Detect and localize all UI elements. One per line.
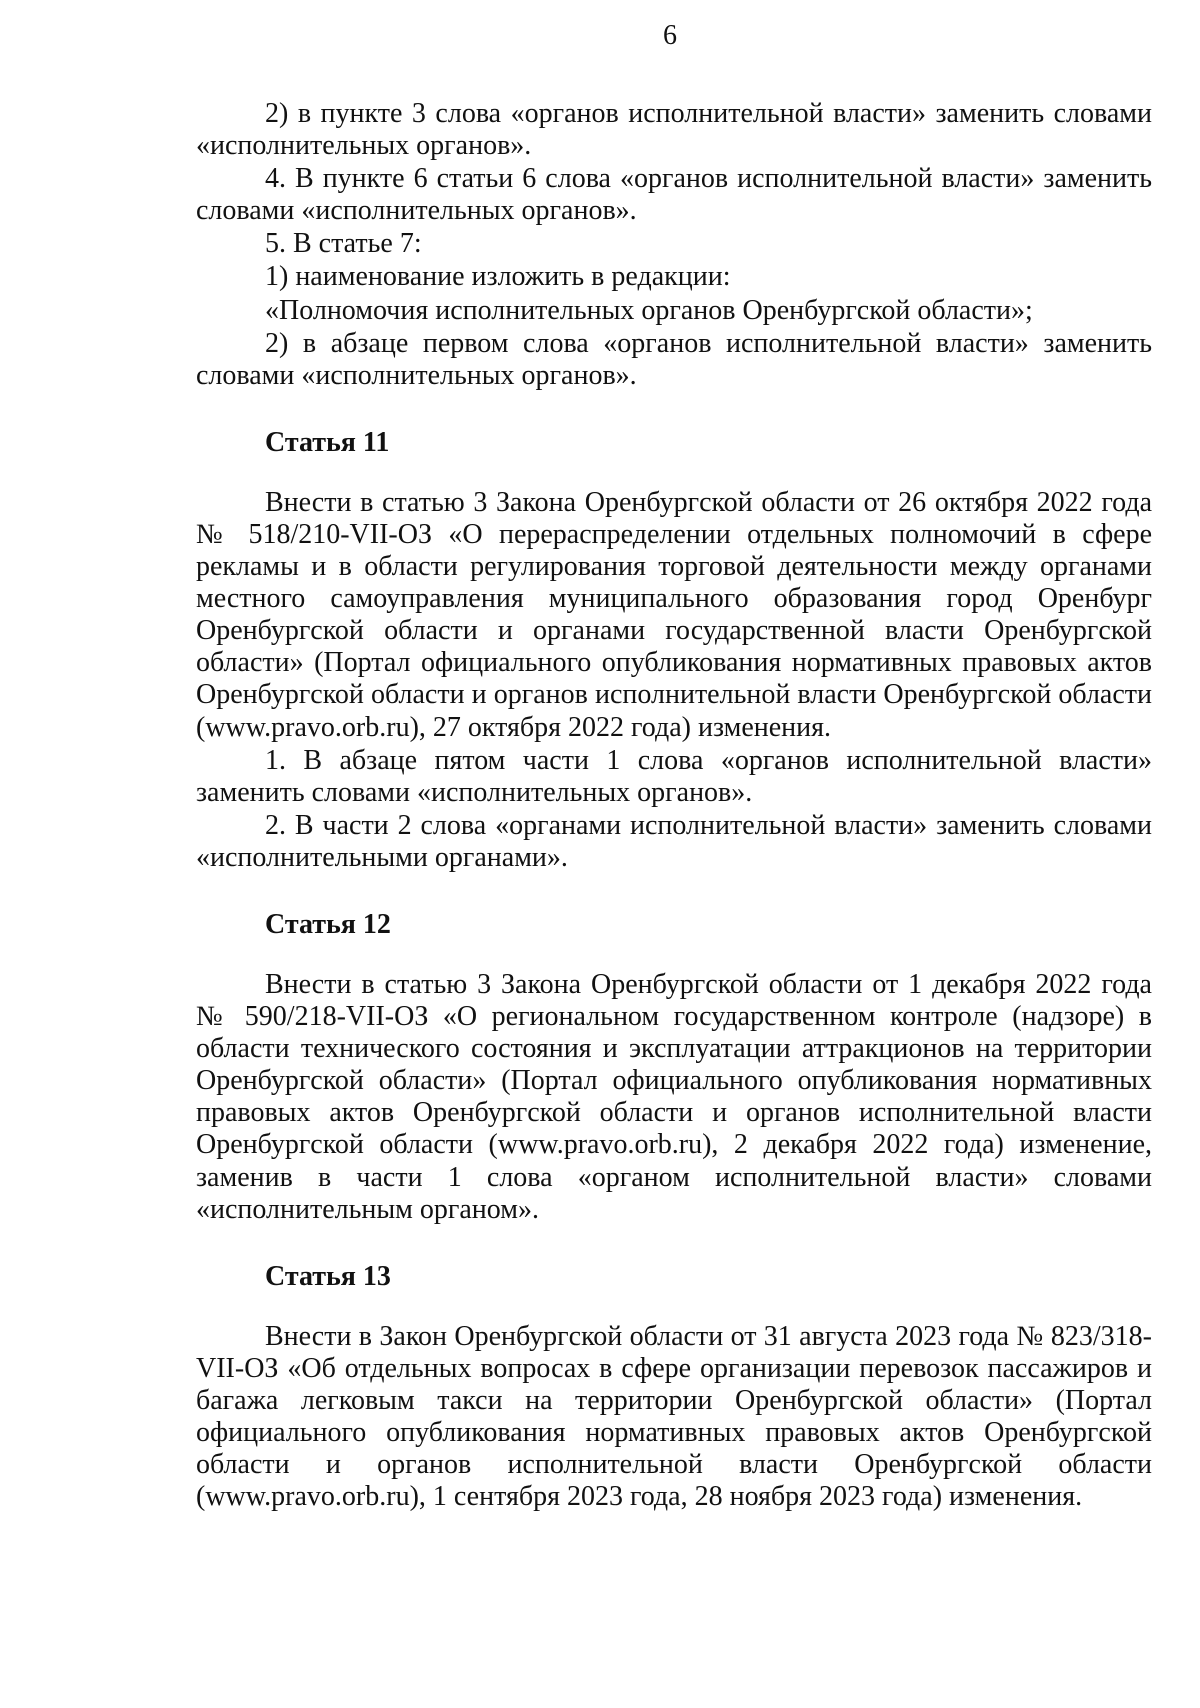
document-body [196, 98, 1152, 1514]
article-heading: Статья 11 [265, 426, 390, 458]
paragraph: 2) в абзаце первом слова «органов исполнительной власти» заменить словами «исполнительных органов». [196, 327, 1152, 391]
paragraph: Внести в статью 3 Закона Оренбургской области от 1 декабря 2022 года № 590/218-VII-ОЗ «О региональном государственном контроле (надзоре) в области технического состояния и эксплуатации аттракционов на территории Оренбургской области» (Портал официального опубликования нормативных правовых актов Оренбургской области и органов исполнительной власти Оренбургской области (www.pravo.orb.ru), 2 декабря 2022 года) изменение, заменив в части 1 слова «органом исполнительной власти» словами «исполнительным органом». [196, 968, 1152, 1225]
article-heading: Статья 12 [265, 908, 391, 940]
paragraph: 4. В пункте 6 статьи 6 слова «органов исполнительной власти» заменить словами «исполнительных органов». [196, 163, 1152, 227]
paragraph: 2. В части 2 слова «органами исполнительной власти» заменить словами «исполнительными органами». [196, 809, 1152, 873]
paragraph: 2) в пункте 3 слова «органов исполнительной власти» заменить словами «исполнительных органов». [196, 98, 1152, 162]
paragraph: «Полномочия исполнительных органов Оренбургской области»; [265, 294, 1033, 326]
paragraph: 1. В абзаце пятом части 1 слова «органов исполнительной власти» заменить словами «исполнительных органов». [196, 744, 1152, 808]
page-number: 6 [663, 20, 677, 51]
paragraph: Внести в статью 3 Закона Оренбургской области от 26 октября 2022 года № 518/210-VII-ОЗ «О перераспределении отдельных полномочий в сфере рекламы и в области регулирования торговой деятельности между органами местного самоуправления муниципального образования город Оренбург Оренбургской области и органами государственной власти Оренбургской области» (Портал официального опубликования нормативных правовых актов Оренбургской области и органов исполнительной власти Оренбургской области (www.pravo.orb.ru), 27 октября 2022 года) изменения. [196, 486, 1152, 743]
paragraph: 5. В статье 7: [265, 228, 422, 260]
article-heading: Статья 13 [265, 1260, 391, 1292]
paragraph: Внести в Закон Оренбургской области от 31 августа 2023 года № 823/318-VII-ОЗ «Об отдельных вопросах в сфере организации перевозок пассажиров и багажа легковым такси на территории Оренбургской области» (Портал официального опубликования нормативных правовых актов Оренбургской области и органов исполнительной власти Оренбургской области (www.pravo.orb.ru), 1 сентября 2023 года, 28 ноября 2023 года) изменения. [196, 1320, 1152, 1513]
paragraph: 1) наименование изложить в редакции: [265, 261, 731, 293]
